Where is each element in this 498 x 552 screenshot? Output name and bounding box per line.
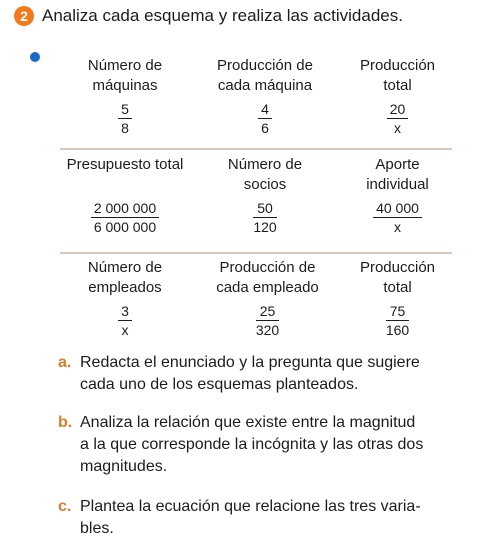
question-text: Redacta el enunciado y la pregunta que sugiere — [80, 354, 420, 371]
numerator: 40 000 — [373, 199, 422, 218]
column-header: individual — [366, 176, 429, 193]
column-header: cada máquina — [217, 77, 313, 94]
scheme-3 — [60, 258, 452, 348]
fraction — [118, 302, 132, 339]
column-header: Presupuesto total — [66, 156, 184, 173]
question-letter: c. — [58, 498, 72, 515]
divider — [60, 148, 452, 150]
bullet-dot-icon — [30, 52, 40, 62]
fraction — [373, 199, 422, 236]
numerator: 2 000 000 — [91, 199, 159, 218]
column-header: máquinas — [92, 77, 158, 94]
scheme-1-col-1 — [70, 56, 180, 139]
fraction — [118, 100, 132, 137]
fraction — [91, 199, 159, 236]
question-a — [58, 352, 478, 396]
numerator: 5 — [118, 100, 132, 119]
denominator: 320 — [255, 322, 280, 338]
scheme-1-col-3 — [345, 56, 450, 139]
column-header — [55, 175, 195, 195]
denominator: x — [121, 322, 129, 338]
question-text: magnitudes. — [80, 458, 168, 475]
denominator: 160 — [385, 322, 410, 338]
scheme-1-col-2 — [200, 56, 330, 139]
column-header: Producción — [359, 57, 436, 74]
column-header: Producción de — [219, 259, 316, 276]
fraction — [386, 302, 409, 339]
scheme-3-col-3 — [345, 258, 450, 341]
scheme-1 — [60, 56, 452, 146]
numerator: 20 — [387, 100, 409, 119]
fraction — [258, 100, 272, 137]
numerator: 75 — [386, 302, 409, 321]
question-text: cada uno de los esquemas planteados. — [80, 376, 359, 393]
column-header: Aporte — [375, 156, 420, 173]
activity-header — [14, 6, 403, 26]
scheme-3-col-1 — [65, 258, 185, 341]
scheme-2-col-2 — [210, 155, 320, 238]
activity-title: Analiza cada esquema y realiza las actividades. — [42, 6, 403, 25]
numerator: 25 — [256, 302, 279, 321]
column-header: socios — [243, 176, 287, 193]
scheme-2-col-1 — [55, 155, 195, 238]
denominator: 6 000 000 — [93, 219, 157, 235]
denominator: 8 — [121, 120, 129, 136]
scheme-2-col-3 — [345, 155, 450, 238]
fraction — [256, 302, 279, 339]
question-letter: b. — [58, 414, 73, 431]
question-c — [58, 496, 478, 540]
denominator: 6 — [261, 120, 269, 136]
question-text: Plantea la ecuación que relacione las tres varia- — [80, 498, 421, 515]
column-header: Número de — [87, 259, 163, 276]
numerator: 4 — [258, 100, 272, 119]
numerator: 50 — [253, 199, 276, 218]
question-letter: a. — [58, 354, 72, 371]
fraction — [253, 199, 276, 236]
column-header: Número de — [227, 156, 303, 173]
question-text: Analiza la relación que existe entre la magnitud — [80, 414, 416, 431]
column-header: total — [383, 77, 412, 94]
column-header: total — [383, 279, 412, 296]
denominator: x — [393, 120, 401, 136]
scheme-3-col-2 — [195, 258, 340, 341]
scheme-2 — [60, 155, 452, 255]
fraction — [387, 100, 409, 137]
denominator: 120 — [253, 219, 277, 235]
column-header: Número de — [87, 57, 163, 74]
column-header: empleados — [88, 279, 162, 296]
question-b — [58, 412, 478, 478]
question-text: bles. — [80, 520, 114, 537]
column-header: cada empleado — [216, 279, 319, 296]
question-text: a la que corresponde la incógnita y las otras dos — [80, 436, 424, 453]
denominator: x — [393, 219, 401, 235]
column-header: Producción — [359, 259, 436, 276]
numerator: 3 — [118, 302, 132, 321]
column-header: Producción de — [217, 57, 313, 74]
divider — [60, 252, 452, 254]
activity-number-badge: 2 — [14, 6, 34, 26]
